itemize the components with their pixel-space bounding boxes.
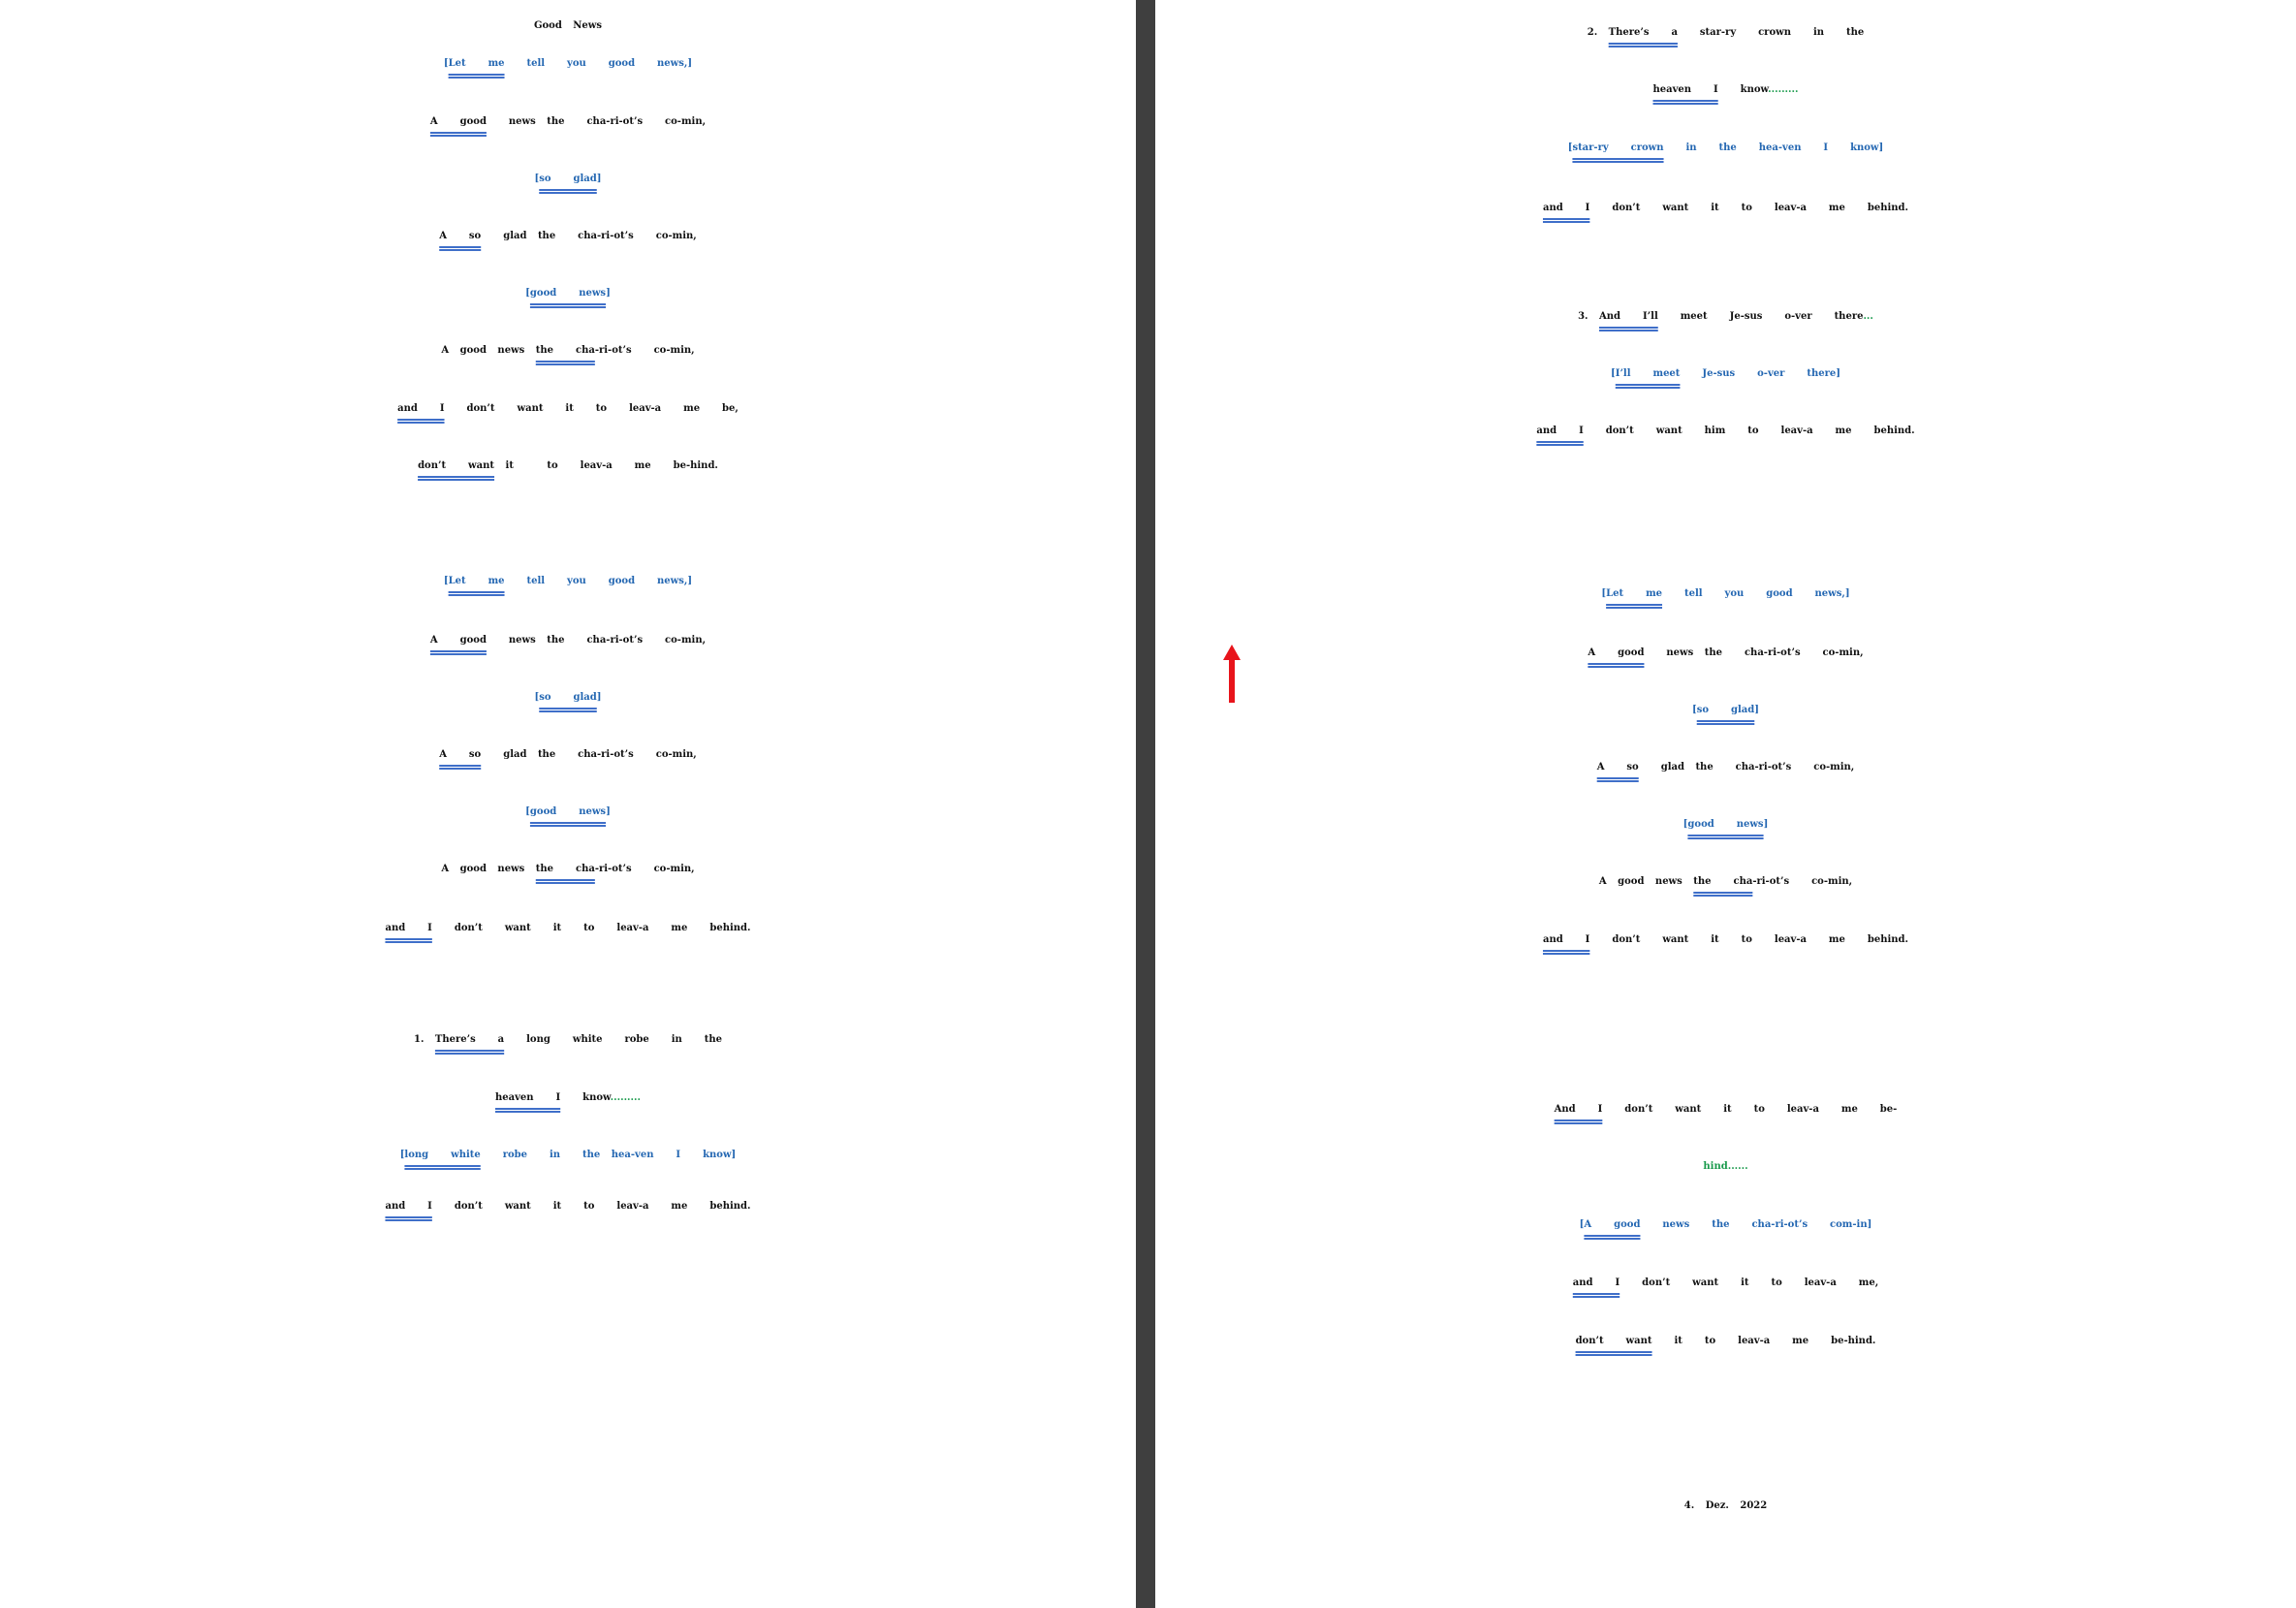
lyric-line: [A good news the cha-ri-ot’s com-in] bbox=[1579, 1219, 1872, 1230]
lyric-line: A so glad the cha-ri-ot’s co-min, bbox=[1596, 762, 1855, 772]
lyric-line: and I don’t want him to leav-a me behind. bbox=[1536, 426, 1915, 436]
footer-date: 4. Dez. 2022 bbox=[1683, 1500, 1768, 1511]
lyric-line: [so glad] bbox=[1692, 705, 1759, 715]
lyric-line: heaven I know......... bbox=[495, 1092, 641, 1103]
lyric-line: and I don’t want it to leav-a me, bbox=[1572, 1277, 1879, 1288]
lyric-line: and I don’t want it to leav-a me be, bbox=[397, 403, 739, 414]
lyric-line: [good news] bbox=[1683, 819, 1769, 830]
lyric-line: A good news the cha-ri-ot’s co-min, bbox=[429, 635, 707, 646]
lyric-line: [Let me tell you good news,] bbox=[443, 576, 693, 586]
lyric-line: and I don’t want it to leav-a me behind. bbox=[385, 923, 751, 933]
lyric-line: [good news] bbox=[525, 806, 611, 817]
lyric-line: and I don’t want it to leav-a me behind. bbox=[1542, 203, 1909, 213]
lyric-line: A good news the cha-ri-ot’s co-min, bbox=[1588, 647, 1864, 658]
right-page bbox=[1155, 0, 2296, 1608]
lyric-line: [so glad] bbox=[534, 692, 602, 703]
lyric-line: [Let me tell you good news,] bbox=[1601, 588, 1850, 599]
lyric-line: 1. There’s a long white robe in the bbox=[413, 1034, 722, 1045]
lyric-line: don’t want it to leav-a me be-hind. bbox=[1575, 1336, 1876, 1346]
lyric-line: A good news the cha-ri-ot’s co-min, bbox=[441, 864, 695, 874]
lyric-line: And I don’t want it to leav-a me be- bbox=[1554, 1104, 1898, 1115]
song-title: Good News bbox=[533, 20, 603, 31]
lyric-line: A so glad the cha-ri-ot’s co-min, bbox=[439, 231, 697, 241]
lyric-line: A good news the cha-ri-ot’s co-min, bbox=[441, 345, 695, 356]
lyric-line: [Let me tell you good news,] bbox=[443, 58, 693, 69]
lyric-line: and I don’t want it to leav-a me behind. bbox=[1542, 934, 1909, 945]
lyric-line: [long white robe in the hea-ven I know] bbox=[399, 1150, 737, 1160]
lyric-line: hind...... bbox=[1703, 1161, 1748, 1172]
lyric-line: A so glad the cha-ri-ot’s co-min, bbox=[439, 749, 697, 760]
lyric-line: [star-ry crown in the hea-ven I know] bbox=[1567, 142, 1884, 153]
lyric-line: [so glad] bbox=[534, 173, 602, 184]
lyric-line: 2. There’s a star-ry crown in the bbox=[1587, 27, 1865, 38]
lyric-line: 3. And I’ll meet Je-sus o-ver there... bbox=[1578, 311, 1873, 322]
lyric-line: heaven I know......... bbox=[1652, 84, 1799, 95]
lyric-line: and I don’t want it to leav-a me behind. bbox=[385, 1201, 751, 1212]
lyric-line: don’t want it to leav-a me be-hind. bbox=[418, 460, 718, 471]
lyric-line: A good news the cha-ri-ot’s co-min, bbox=[1598, 876, 1853, 887]
lyric-line: [I’ll meet Je-sus o-ver there] bbox=[1611, 368, 1840, 379]
page-divider bbox=[1136, 0, 1155, 1608]
lyric-line: [good news] bbox=[525, 288, 611, 299]
left-page bbox=[0, 0, 1136, 1608]
lyric-line: A good news the cha-ri-ot’s co-min, bbox=[429, 116, 707, 127]
